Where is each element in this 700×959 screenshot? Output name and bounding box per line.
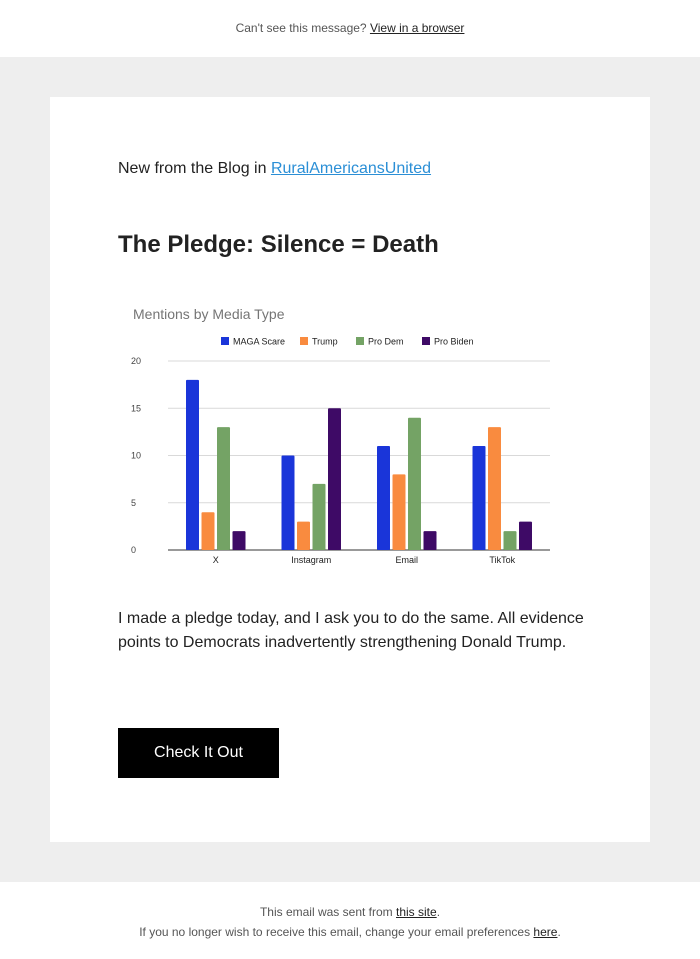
browser-view-prompt: Can't see this message?	[235, 21, 367, 35]
bar-pro-biden	[328, 408, 341, 550]
this-site-link[interactable]: this site	[396, 905, 437, 919]
blog-link[interactable]: RuralAmericansUnited	[270, 160, 432, 177]
bar-maga-scare	[377, 446, 390, 550]
top-bar	[0, 0, 700, 57]
footer-line-1	[0, 902, 700, 922]
bar-trump	[393, 474, 406, 550]
legend-swatch	[356, 337, 364, 345]
footer	[0, 882, 700, 959]
y-tick-label: 10	[131, 450, 142, 461]
x-tick-label: Email	[395, 555, 419, 565]
legend-label: Pro Biden	[434, 336, 474, 347]
bar-maga-scare	[473, 446, 486, 550]
y-tick-label: 5	[131, 497, 137, 508]
view-in-browser-link[interactable]: View in a browser	[369, 21, 465, 35]
unsubscribe-text: If you no longer wish to receive this email, change your email preferences	[139, 925, 531, 939]
x-tick-label: X	[212, 555, 219, 565]
chart-title: Mentions by Media Type	[133, 306, 285, 322]
x-tick-label: Instagram	[291, 555, 332, 565]
email-card	[50, 97, 650, 842]
bar-trump	[297, 522, 310, 550]
bar-pro-biden	[519, 522, 532, 550]
sent-from-text: This email was sent from	[259, 905, 393, 919]
media-mentions-chart	[118, 297, 582, 577]
footer-period-2: .	[557, 925, 561, 939]
legend-label: Trump	[312, 336, 338, 347]
chart-svg	[118, 297, 582, 577]
chart-x-labels	[213, 555, 516, 565]
post-title: The Pledge: Silence = Death	[118, 231, 439, 258]
legend-swatch	[221, 337, 229, 345]
intro-text: New from the Blog in	[118, 160, 267, 177]
bar-pro-biden	[424, 531, 437, 550]
footer-line-2	[0, 922, 700, 942]
bar-maga-scare	[282, 456, 295, 551]
bar-trump	[202, 512, 215, 550]
post-body: I made a pledge today, and I ask you to do the same. All evidence points to Democrats inadvertently strengthening Donald Trump.	[118, 610, 584, 651]
check-it-out-button[interactable]: Check It Out	[118, 728, 279, 778]
bar-pro-dem	[504, 531, 517, 550]
y-tick-label: 15	[131, 403, 142, 414]
bar-pro-dem	[313, 484, 326, 550]
chart-bars	[186, 380, 532, 550]
chart-y-labels	[131, 356, 141, 555]
legend-label: Pro Dem	[368, 336, 404, 347]
legend-swatch	[422, 337, 430, 345]
bar-trump	[488, 427, 501, 550]
preferences-link[interactable]: here	[533, 925, 558, 939]
chart-legend	[221, 337, 474, 347]
bar-pro-biden	[233, 531, 246, 550]
bar-pro-dem	[217, 427, 230, 550]
x-tick-label: TikTok	[489, 555, 516, 565]
y-tick-label: 20	[131, 356, 142, 366]
intro-line	[118, 160, 431, 178]
email-background	[0, 57, 700, 882]
bar-maga-scare	[186, 380, 199, 550]
y-tick-label: 0	[131, 545, 137, 555]
legend-label: MAGA Scare	[233, 336, 286, 347]
legend-swatch	[300, 337, 308, 345]
footer-period-1: .	[436, 905, 441, 919]
bar-pro-dem	[408, 418, 421, 550]
